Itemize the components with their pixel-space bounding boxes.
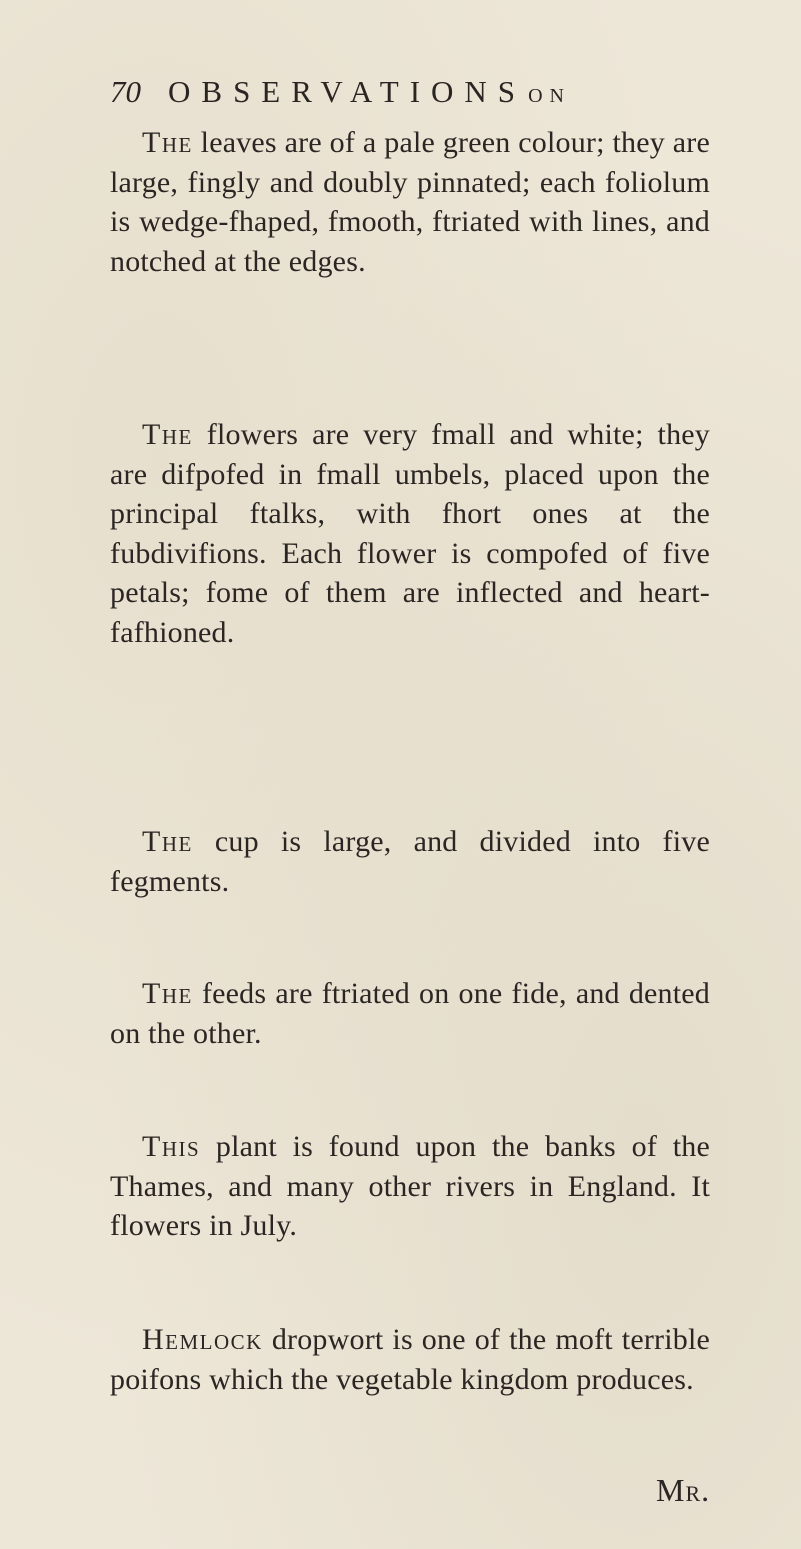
catchword: Mr.	[656, 1472, 711, 1508]
paragraph-seeds	[110, 974, 710, 1053]
paragraph-text: flowers are very fmall and white; they are difpofed in fmall umbels, placed upon the principal ftalks, with fhort ones at the fubdivifions. Each flower is compofed of five petals; fome of them are inflected and heart-fafhioned.	[110, 418, 711, 649]
paragraph-text: cup is large, and divided into five fegments.	[110, 825, 710, 898]
paragraph-leaves	[110, 123, 710, 281]
paragraph-text: feeds are ftriated on one fide, and dented on the other.	[110, 977, 711, 1050]
running-head	[110, 72, 710, 112]
running-title: OBSERVATIONS	[168, 74, 527, 109]
paragraph-cup	[110, 822, 710, 901]
paragraph-lead-word: This	[142, 1130, 201, 1163]
paragraph-lead-word: The	[142, 977, 193, 1010]
paragraph-lead-word: Hemlock	[142, 1323, 263, 1356]
page-number: 70	[110, 74, 141, 109]
paragraph-lead-word: The	[142, 418, 193, 451]
paragraph-hemlock	[110, 1320, 710, 1399]
paragraph-lead-word: The	[142, 825, 193, 858]
paragraph-text: leaves are of a pale green colour; they are large, fingly and doubly pinnated; each foliolum is wedge-fhaped, fmooth, ftriated with lines, and notched at the edges.	[110, 126, 710, 278]
paragraph-text: dropwort is one of the moft terrible poifons which the vegetable kingdom produces.	[110, 1323, 710, 1396]
paragraph-habitat	[110, 1127, 710, 1246]
paragraph-text: plant is found upon the banks of the Thames, and many other rivers in England. It flowers in July.	[110, 1130, 711, 1242]
paragraph-flowers	[110, 415, 710, 652]
running-title-suffix: ON	[528, 85, 571, 107]
paragraph-lead-word: The	[142, 126, 193, 159]
